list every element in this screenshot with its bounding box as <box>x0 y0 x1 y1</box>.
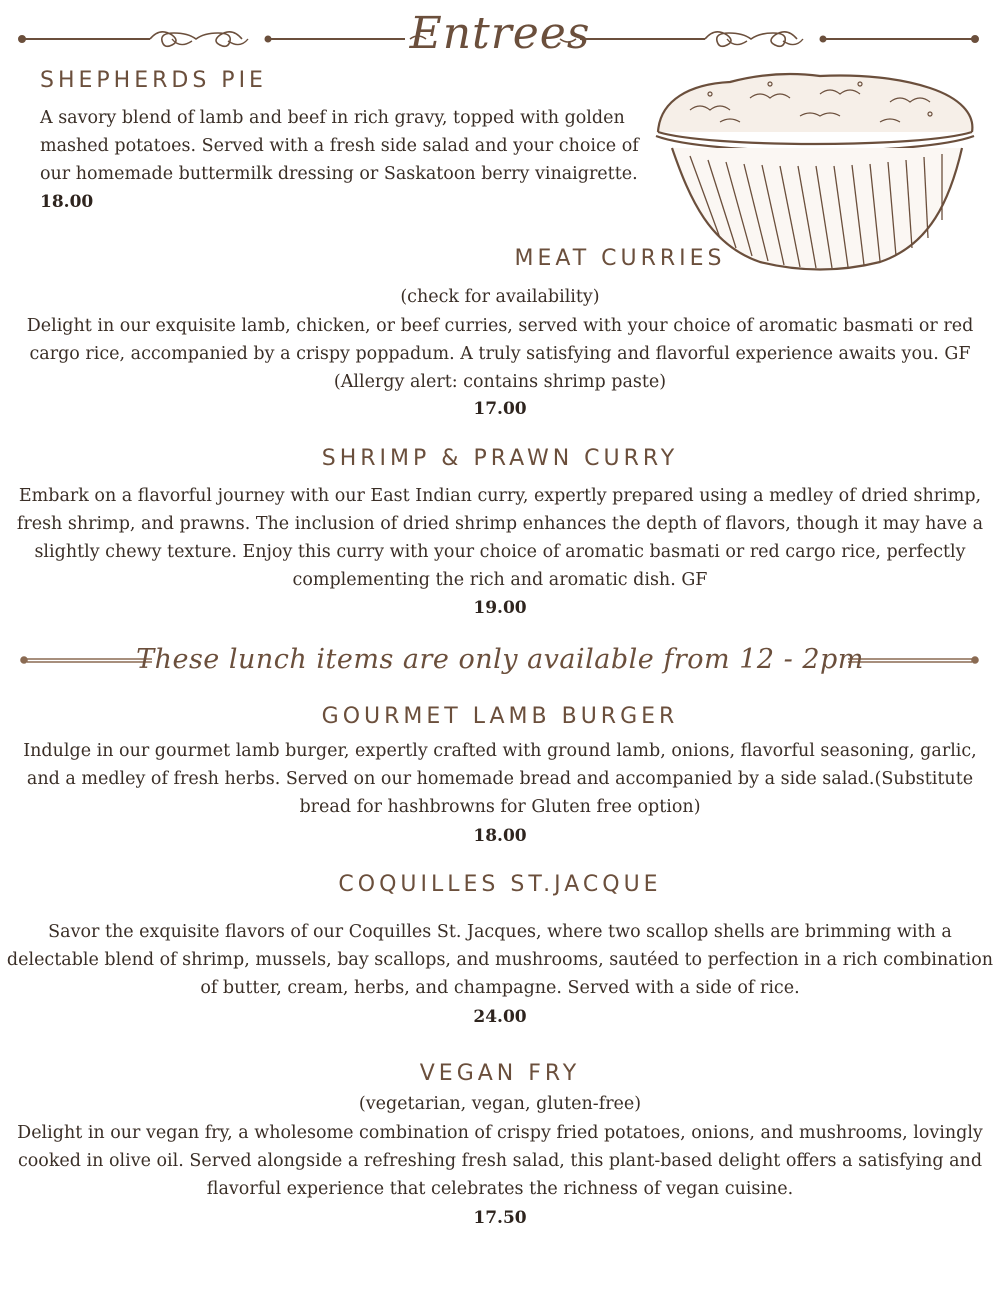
item-name-shepherds-pie: SHEPHERDS PIE <box>40 68 267 93</box>
item-description-meat-curries: Delight in our exquisite lamb, chicken, or beef curries, served with your choice of aromatic basmati or red cargo rice, accompanied by a crispy poppadum. A truly satisfying and flavorful experience awaits you. GF <box>26 316 974 364</box>
item-price-coquilles-st-jacque: 24.00 <box>473 1007 527 1027</box>
item-name-gourmet-lamb-burger: GOURMET LAMB BURGER <box>321 704 679 729</box>
item-description-shepherds-pie: A savory blend of lamb and beef in rich gravy, topped with golden mashed potatoes. Served with a fresh side salad and your choice of our homemade buttermilk dressing or Saskatoon berry vinaigrette. <box>40 108 639 184</box>
menu-header <box>0 4 1000 66</box>
item-description-shrimp-prawn-curry: Embark on a flavorful journey with our East Indian curry, expertly prepared using a medley of dried shrimp, fresh shrimp, and prawns. The inclusion of dried shrimp enhances the depth of flavors, though it may have a slightly chewy texture. Enjoy this curry with your choice of aromatic basmati or red cargo rice, perfectly complementing the rich and aromatic dish. GF <box>16 486 984 590</box>
item-name-shrimp-prawn-curry: SHRIMP & PRAWN CURRY <box>321 446 679 471</box>
item-price-shrimp-prawn-curry: 19.00 <box>473 598 527 618</box>
item-name-meat-curries: MEAT CURRIES <box>514 246 726 271</box>
item-note-vegan-fry: (vegetarian, vegan, gluten-free) <box>358 1094 642 1114</box>
pie-illustration <box>650 70 980 275</box>
item-price-gourmet-lamb-burger: 18.00 <box>473 826 527 846</box>
item-price-vegan-fry: 17.50 <box>473 1208 527 1228</box>
lunch-banner-text: These lunch items are only available from 12 - 2pm <box>136 644 864 675</box>
item-description-gourmet-lamb-burger: Indulge in our gourmet lamb burger, expertly crafted with ground lamb, onions, flavorful seasoning, garlic, and a medley of fresh herbs. Served on our homemade bread and accompanied by a side salad.(Substitute bread for hashbrowns for Gluten free option) <box>23 741 977 817</box>
item-description-coquilles-st-jacque: Savor the exquisite flavors of our Coquilles St. Jacques, where two scallop shells are brimming with a delectable blend of shrimp, mussels, bay scallops, and mushrooms, sautéed to perfection in a rich combination of butter, cream, herbs, and champagne. Served with a side of rice. <box>6 922 994 998</box>
item-allergy-meat-curries: (Allergy alert: contains shrimp paste) <box>333 372 667 392</box>
item-price-shepherds-pie: 18.00 <box>40 192 94 212</box>
page-title: Entrees <box>409 8 591 59</box>
lunch-banner <box>0 638 1000 684</box>
item-name-coquilles-st-jacque: COQUILLES ST.JACQUE <box>338 872 662 897</box>
item-note-meat-curries: (check for availability) <box>400 287 600 307</box>
item-description-vegan-fry: Delight in our vegan fry, a wholesome combination of crispy fried potatoes, onions, and mushrooms, lovingly cooked in olive oil. Served alongside a refreshing fresh salad, this plant-based delight offers a satisfying and flavorful experience that celebrates the richness of vegan cuisine. <box>17 1123 983 1199</box>
item-price-meat-curries: 17.00 <box>473 399 527 419</box>
item-name-vegan-fry: VEGAN FRY <box>419 1061 581 1086</box>
